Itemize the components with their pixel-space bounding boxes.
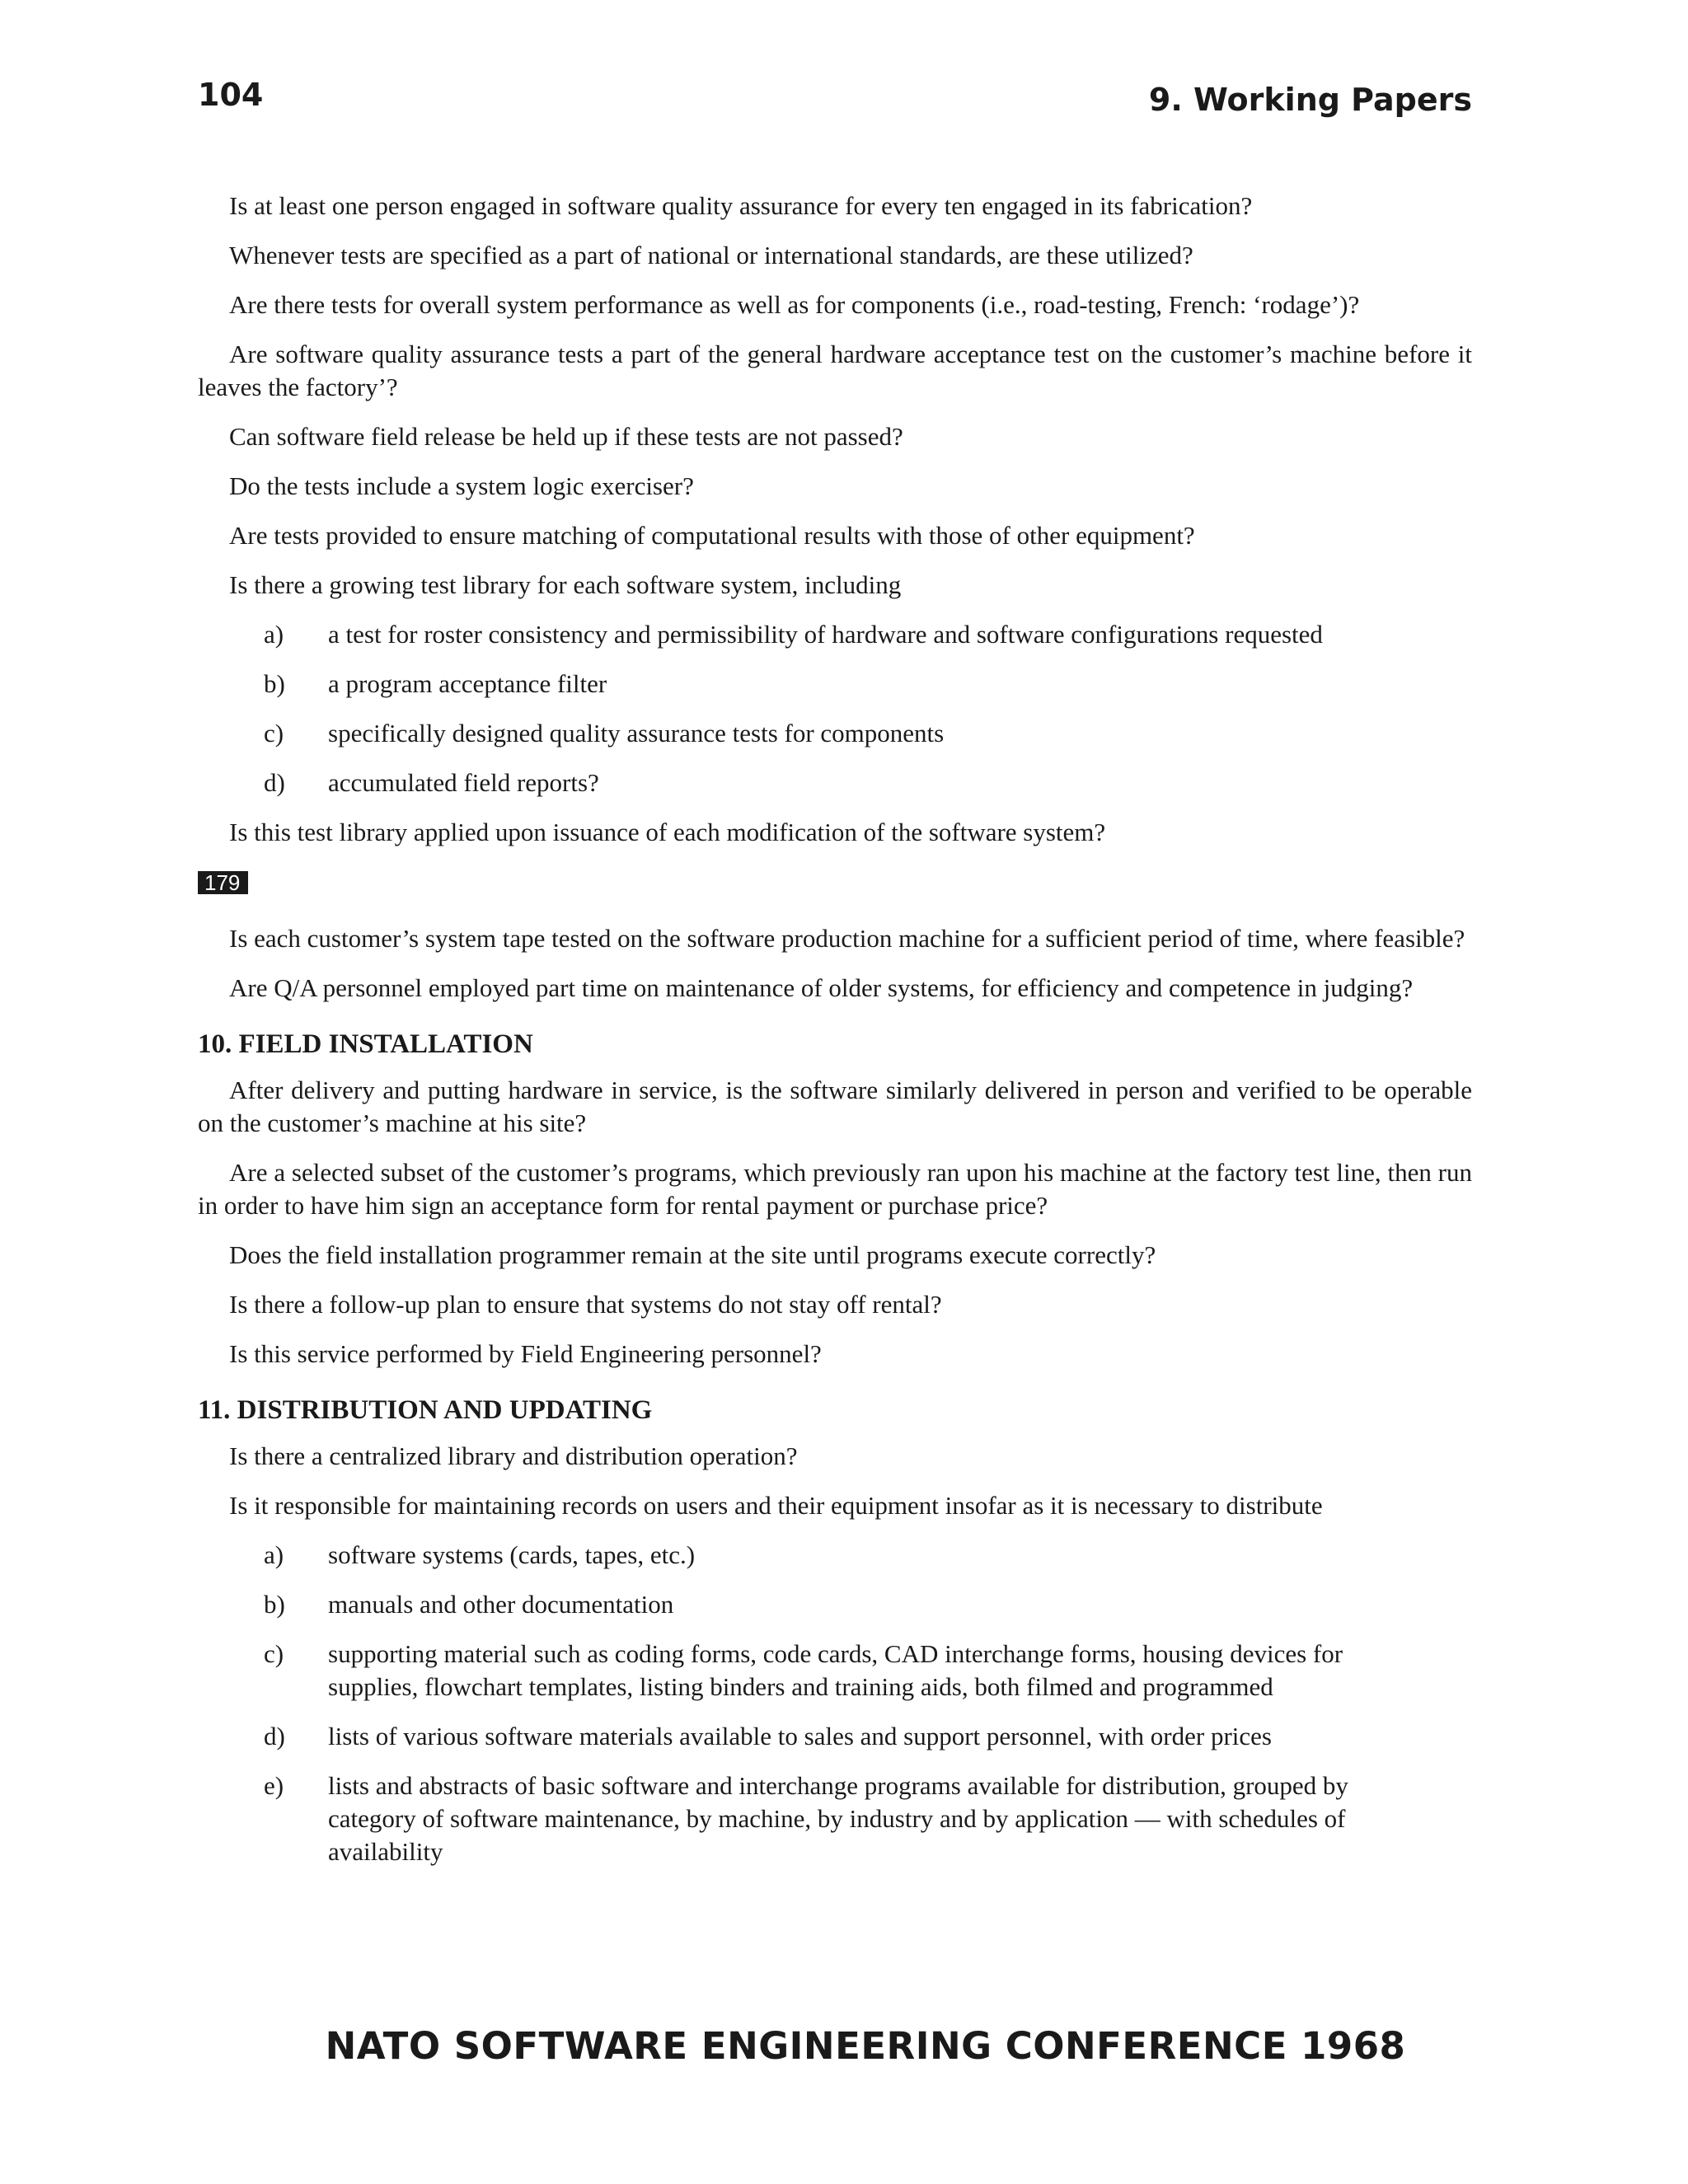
paragraph: Whenever tests are specified as a part of national or international standards, are these utilized? <box>229 241 1193 269</box>
paragraph: Is this service performed by Field Engineering personnel? <box>229 1339 822 1368</box>
paragraph: Is it responsible for maintaining records on users and their equipment insofar as it is necessary to distribute <box>229 1491 1323 1520</box>
paragraph: Are tests provided to ensure matching of computational results with those of other equipment? <box>229 521 1195 550</box>
list-marker: d) <box>264 1722 285 1750</box>
paragraph: Is each customer’s system tape tested on the software production machine for a sufficient period of time, where feasible? <box>229 924 1465 953</box>
list-marker: e) <box>264 1771 284 1800</box>
list-text: manuals and other documentation <box>328 1590 674 1619</box>
list-item <box>198 1720 1472 1753</box>
paragraph: Are software quality assurance tests a part of the general hardware acceptance test on the customer’s machine before it leaves the factory’? <box>198 340 1472 401</box>
list-marker: a) <box>264 620 284 649</box>
section-heading-field-installation: 10. FIELD INSTALLATION <box>198 1029 533 1059</box>
paragraph: Are there tests for overall system performance as well as for components (i.e., road-testing, French: ‘rodage’)? <box>229 290 1360 319</box>
paragraph: Is at least one person engaged in software quality assurance for every ten engaged in its fabrication? <box>229 191 1253 220</box>
paragraph: Can software field release be held up if these tests are not passed? <box>229 422 903 451</box>
list-text: lists and abstracts of basic software and interchange programs available for distribution, grouped by category of software maintenance, by machine, by industry and by application — with schedules of availability <box>328 1771 1348 1866</box>
paragraph: Is there a follow-up plan to ensure that systems do not stay off rental? <box>229 1290 942 1319</box>
running-head: 9. Working Papers <box>1148 82 1472 118</box>
list-marker: a) <box>264 1540 284 1569</box>
list-item <box>198 618 1472 651</box>
paragraph: Are Q/A personnel employed part time on maintenance of older systems, for efficiency and competence in judging? <box>229 973 1414 1002</box>
list-item <box>198 1638 1472 1704</box>
list-text: accumulated field reports? <box>328 768 599 797</box>
list-text: supporting material such as coding forms, code cards, CAD interchange forms, housing devices for supplies, flowchart templates, listing binders and training aids, both filmed and programmed <box>328 1639 1343 1701</box>
list-item <box>198 668 1472 701</box>
list-item <box>198 1588 1472 1621</box>
paragraph: After delivery and putting hardware in service, is the software similarly delivered in person and verified to be operable on the customer’s machine at his site? <box>198 1076 1472 1137</box>
paragraph: Are a selected subset of the customer’s programs, which previously ran upon his machine at the factory test line, then run in order to have him sign an acceptance form for rental payment or purchase price? <box>198 1158 1472 1220</box>
list-item <box>198 1539 1472 1572</box>
paragraph: Does the field installation programmer remain at the site until programs execute correctly? <box>229 1240 1156 1269</box>
page-body <box>198 190 1472 1885</box>
test-library-list <box>198 618 1472 799</box>
paragraph: Is there a growing test library for each software system, including <box>229 570 902 599</box>
page-number: 104 <box>198 77 264 113</box>
paragraph: Is this test library applied upon issuance of each modification of the software system? <box>229 818 1106 846</box>
paragraph: Do the tests include a system logic exerciser? <box>229 471 694 500</box>
list-item <box>198 766 1472 799</box>
list-marker: c) <box>264 1639 284 1668</box>
original-page-marker: 179 <box>198 871 248 894</box>
distribution-list <box>198 1539 1472 1868</box>
list-item <box>198 717 1472 750</box>
list-text: software systems (cards, tapes, etc.) <box>328 1540 696 1569</box>
list-marker: c) <box>264 719 284 748</box>
list-marker: d) <box>264 768 285 797</box>
list-text: specifically designed quality assurance tests for components <box>328 719 945 748</box>
list-text: lists of various software materials available to sales and support personnel, with order prices <box>328 1722 1272 1750</box>
list-marker: b) <box>264 1590 285 1619</box>
list-text: a program acceptance filter <box>328 669 607 698</box>
section-heading-distribution-updating: 11. DISTRIBUTION AND UPDATING <box>198 1395 653 1425</box>
list-marker: b) <box>264 669 285 698</box>
list-item <box>198 1769 1472 1868</box>
list-text: a test for roster consistency and permissibility of hardware and software configurations requested <box>328 620 1323 649</box>
paragraph: Is there a centralized library and distribution operation? <box>229 1441 798 1470</box>
conference-footer: NATO SOFTWARE ENGINEERING CONFERENCE 1968 <box>325 2024 1406 2068</box>
